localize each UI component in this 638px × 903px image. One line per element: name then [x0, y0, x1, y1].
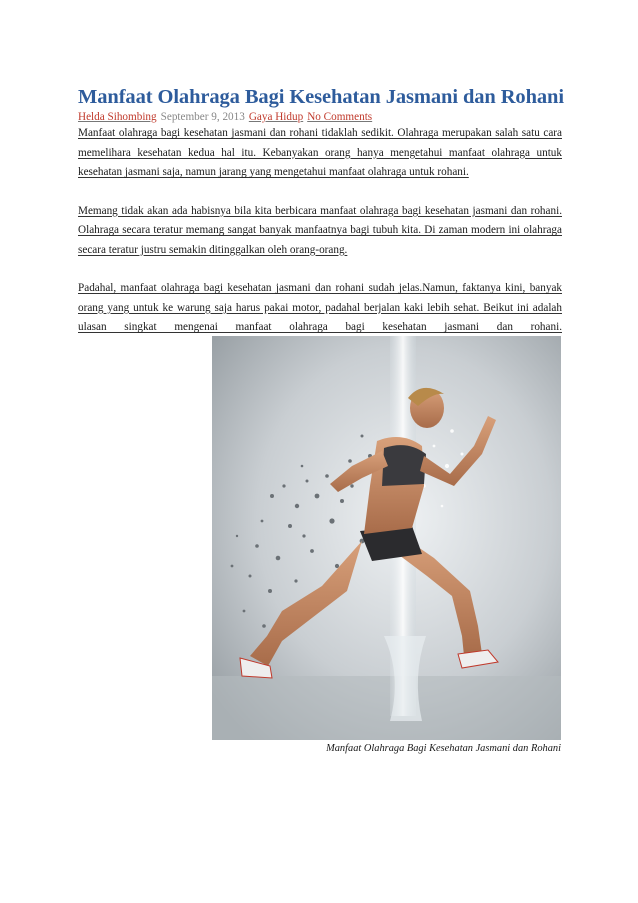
post-date: September 9, 2013	[160, 111, 245, 123]
paragraph-3: Padahal, manfaat olahraga bagi kesehatan jasmani dan rohani sudah jelas.Namun, faktanya kini, banyak orang yang untuk ke warung saja harus pakai motor, padahal berjalan kaki lebih sehat. Beikut ini adalah ulasan singkat mengenai manfaat olahraga bagi kesehatan jasmani dan rohani.	[78, 282, 562, 333]
comments-link[interactable]: No Comments	[307, 111, 373, 123]
paragraph-1: Manfaat olahraga bagi kesehatan jasmani dan rohani tidaklah sedikit. Olahraga merupakan salah satu cara memelihara kesehatan kedua hal itu. Kebanyakan orang hanya mengetahui manfaat olahraga untuk kesehatan jasmani saja, namun jarang yang mengetahui manfaat olahraga untuk rohani.	[78, 127, 562, 178]
author-link[interactable]: Helda Sihombing	[78, 111, 157, 123]
article-image	[212, 336, 561, 740]
article	[78, 84, 562, 338]
figure-caption: Manfaat Olahraga Bagi Kesehatan Jasmani dan Rohani	[326, 743, 561, 754]
category-link[interactable]: Gaya Hidup	[248, 111, 304, 123]
article-title: Manfaat Olahraga Bagi Kesehatan Jasmani dan Rohani	[78, 86, 564, 108]
paragraph-2: Memang tidak akan ada habisnya bila kita berbicara manfaat olahraga bagi kesehatan jasmani dan rohani. Olahraga secara teratur memang sangat banyak manfaatnya bagi tubuh kita. Di zaman modern ini olahraga secara teratur justru semakin ditinggalkan oleh orang-orang.	[78, 204, 562, 256]
article-meta	[78, 110, 562, 124]
